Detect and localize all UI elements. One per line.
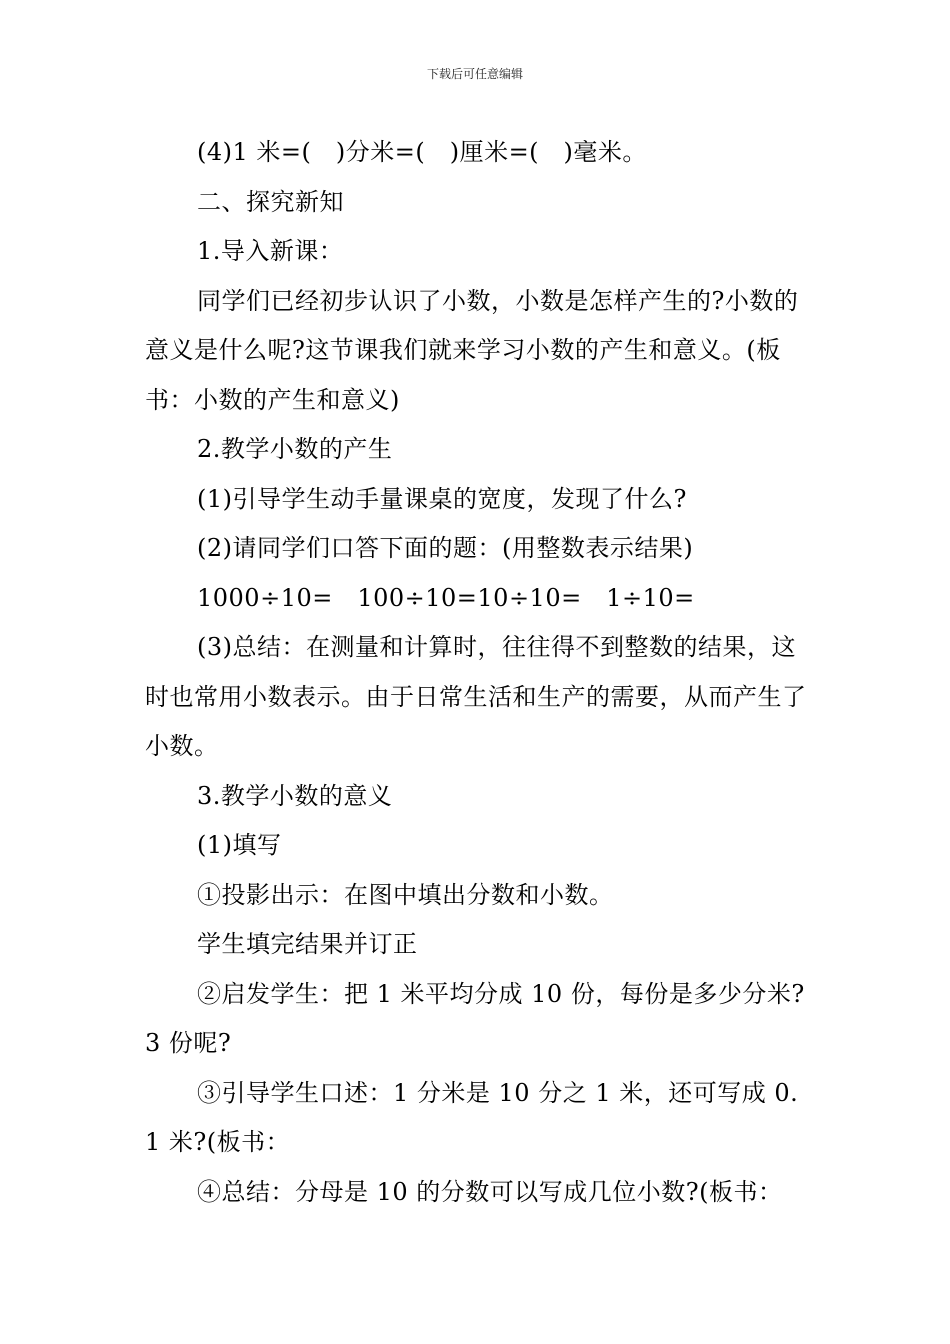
subheading-decimal-meaning: 3.教学小数的意义 <box>197 781 393 810</box>
paragraph-unit-conversion: (4)1 米=( )分米=( )厘米=( )毫米。 <box>197 138 647 166</box>
page-header: 下载后可任意编辑 <box>426 67 523 81</box>
paragraph-inspire-students: ②启发学生：把 1 米平均分成 10 份，每份是多少分米?3 份呢? <box>145 979 805 1057</box>
paragraph-fill-in: (1)填写 <box>197 831 282 859</box>
paragraph-students-correct: 学生填完结果并订正 <box>197 930 418 958</box>
section-heading-explore: 二、探究新知 <box>197 187 344 216</box>
paragraph-summary-origin: (3)总结：在测量和计算时，往往得不到整数的结果，这时也常用小数表示。由于日常生活和生产的需要，从而产生了小数。 <box>145 633 807 760</box>
paragraph-guide-oral: ③引导学生口述：1 分米是 10 分之 1 米，还可写成 0.1 米?(板书： <box>145 1078 799 1156</box>
subheading-intro-lesson: 1.导入新课： <box>197 237 344 265</box>
paragraph-oral-questions: (2)请同学们口答下面的题：(用整数表示结果) <box>197 534 694 562</box>
paragraph-projection: ①投影出示：在图中填出分数和小数。 <box>197 880 614 909</box>
paragraph-measure-desk: (1)引导学生动手量课桌的宽度，发现了什么? <box>197 484 687 513</box>
subheading-decimal-origin: 2.教学小数的产生 <box>197 435 393 463</box>
document-body <box>145 128 810 1217</box>
paragraph-intro-text: 同学们已经初步认识了小数，小数是怎样产生的?小数的意义是什么呢?这节课我们就来学习小数的产生和意义。(板书：小数的产生和意义) <box>145 286 799 414</box>
paragraph-summary-fraction: ④总结：分母是 10 的分数可以写成几位小数?(板书： <box>197 1177 783 1206</box>
paragraph-division-problems: 1000÷10= 100÷10=10÷10= 1÷10= <box>197 583 695 612</box>
